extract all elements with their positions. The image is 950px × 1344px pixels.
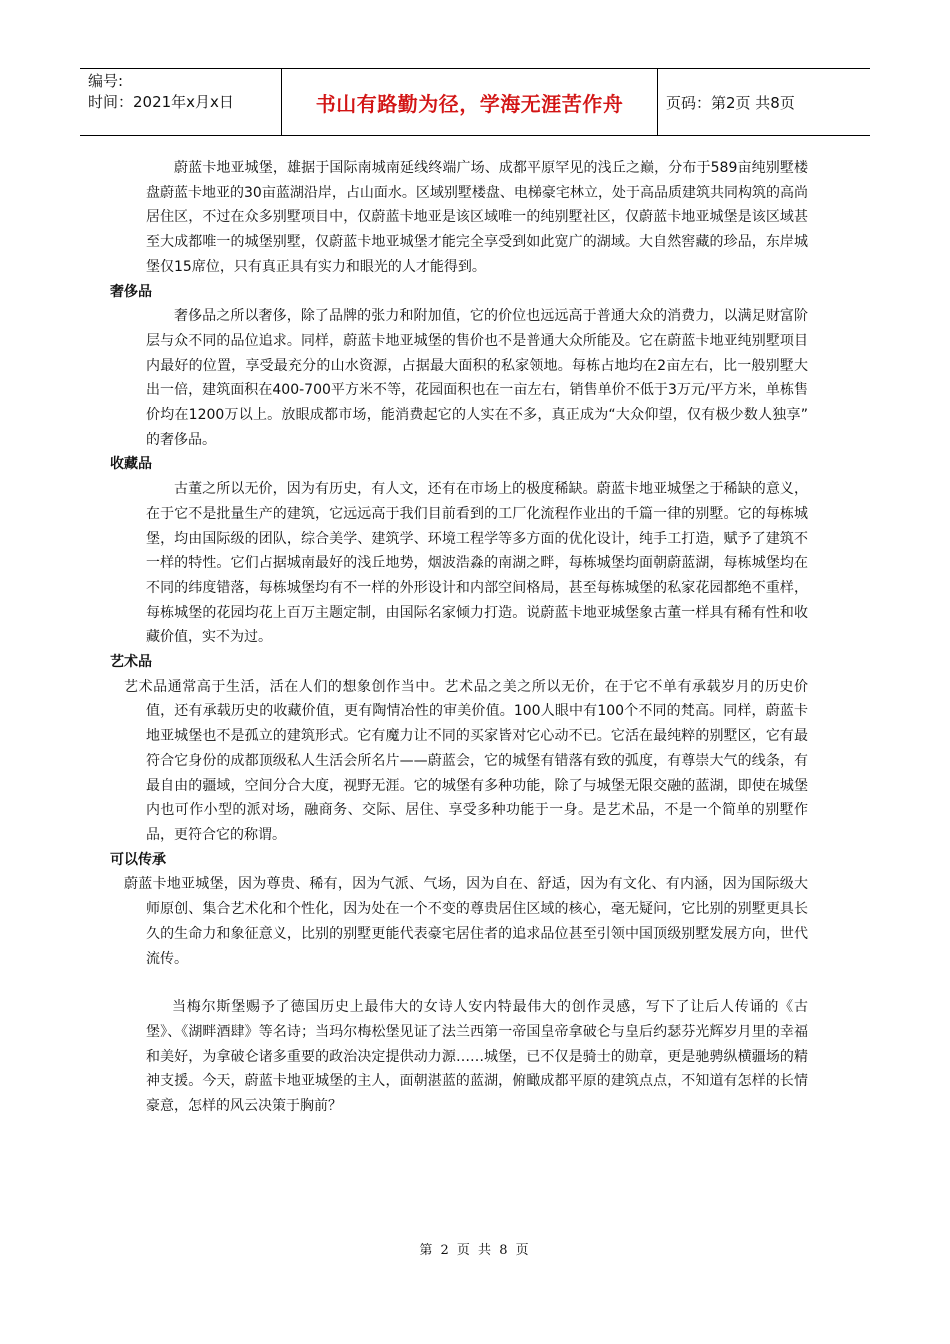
- header-motto-cell: [282, 69, 658, 135]
- section-heading-art: 艺术品: [110, 654, 152, 671]
- section-heading-luxury: 奢侈品: [110, 283, 152, 300]
- intro-paragraph: 蔚蓝卡地亚城堡，雄据于国际南城南延线终端广场、成都平原罕见的浅丘之巅，分布于589亩纯别墅楼盘蔚蓝卡地亚的30亩蓝湖沿岸，占山面水。区域别墅楼盘、电梯豪宅林立，处于高品质建筑共同构筑的高尚居住区，不过在众多别墅项目中，仅蔚蓝卡地亚是该区域唯一的纯别墅社区，仅蔚蓝卡地亚城堡是该区域甚至大成都唯一的城堡别墅，仅蔚蓝卡地亚城堡才能完全享受到如此宽广的湖域。大自然窖藏的珍品，东岸城堡仅15席位，只有真正具有实力和眼光的人才能得到。: [146, 160, 808, 275]
- luxury-paragraph: 奢侈品之所以奢侈，除了品牌的张力和附加值，它的价位也远远高于普通大众的消费力，以满足财富阶层与众不同的品位追求。同样，蔚蓝卡地亚城堡的售价也不是普通大众所能及。它在蔚蓝卡地亚纯别墅项目内最好的位置，享受最充分的山水资源，占据最大面积的私家领地。每栋占地均在2亩左右，比一般别墅大出一倍，建筑面积在400-700平方米不等，花园面积也在一亩左右，销售单价不低于3万元/平方米，单栋售价均在1200万以上。放眼成都市场，能消费起它的人实在不多，真正成为“大众仰望，仅有极少数人独享” 的奢侈品。: [146, 308, 808, 448]
- header-page-cell: [658, 69, 870, 135]
- inheritance-paragraph: 蔚蓝卡地亚城堡，因为尊贵、稀有，因为气派、气场，因为自在、舒适，因为有文化、有内涵，因为国际级大师原创、集合艺术化和个性化，因为处在一个不变的尊贵居住区域的核心，毫无疑问，它比别的别墅更具长久的生命力和象征意义，比别的别墅更能代表豪宅居住者的追求品位甚至引领中国顶级别墅发展方向，世代流传。: [124, 876, 808, 967]
- page-footer: 第 2 页 共 8 页: [419, 1243, 531, 1258]
- serial-number-label: 编号:: [88, 72, 124, 90]
- section-heading-collectible: 收藏品: [110, 456, 152, 473]
- document-body: [110, 156, 808, 1119]
- motto-text: 书山有路勤为径，学海无涯苦作舟: [315, 91, 624, 116]
- collectible-paragraph: 古董之所以无价，因为有历史，有人文，还有在市场上的极度稀缺。蔚蓝卡地亚城堡之于稀缺的意义，在于它不是批量生产的建筑，它远远高于我们目前看到的工厂化流程作业出的千篇一律的别墅。它的每栋城堡，均由国际级的团队，综合美学、建筑学、环境工程学等多方面的优化设计，纯手工打造，赋予了建筑不一样的特性。它们占据城南最好的浅丘地势，烟波浩淼的南湖之畔，每栋城堡均面朝蔚蓝湖，每栋城堡均在不同的纬度错落，每栋城堡均有不一样的外形设计和内部空间格局，甚至每栋城堡的私家花园都绝不重样，每栋城堡的花园均花上百万主题定制，由国际名家倾力打造。说蔚蓝卡地亚城堡象古董一样具有稀有性和收藏价值，实不为过。: [146, 481, 808, 646]
- header-meta-cell: [80, 69, 282, 135]
- document-header: [80, 68, 870, 136]
- section-heading-inheritance: 可以传承: [110, 851, 166, 868]
- art-paragraph: 艺术品通常高于生活，活在人们的想象创作当中。艺术品之美之所以无价，在于它不单有承载岁月的历史价值，还有承载历史的收藏价值，更有陶情冶性的审美价值。100人眼中有100个不同的梵高。同样，蔚蓝卡地亚城堡也不是孤立的建筑形式。它有魔力让不同的买家皆对它心动不已。它活在最纯粹的别墅区，它有最符合它身份的成都顶级私人生活会所名片——蔚蓝会，它的城堡有错落有致的弧度，有尊崇大气的线条，有最自由的疆域，空间分合大度，视野无涯。它的城堡有多种功能，除了与城堡无限交融的蓝湖，即使在城堡内也可作小型的派对场，融商务、交际、居住、享受多种功能于一身。是艺术品，不是一个简单的别墅作品，更符合它的称谓。: [124, 678, 808, 843]
- paragraph-spacer: [110, 971, 808, 995]
- closing-paragraph: 当梅尔斯堡赐予了德国历史上最伟大的女诗人安内特最伟大的创作灵感，写下了让后人传诵的《古堡》、《湖畔酒肆》等名诗；当玛尔梅松堡见证了法兰西第一帝国皇帝拿破仑与皇后约瑟芬光辉岁月里的幸福和美好，为拿破仑诸多重要的政治决定提供动力源……城堡，已不仅是骑士的勋章，更是驰骋纵横疆场的精神支援。今天，蔚蓝卡地亚城堡的主人，面朝湛蓝的蓝湖，俯瞰成都平原的建筑点点，不知道有怎样的长情豪意，怎样的风云决策于胸前？: [146, 999, 808, 1115]
- page-info: 页码：第2页 共8页: [666, 93, 795, 112]
- date-label: 时间：2021年x月x日: [88, 93, 234, 111]
